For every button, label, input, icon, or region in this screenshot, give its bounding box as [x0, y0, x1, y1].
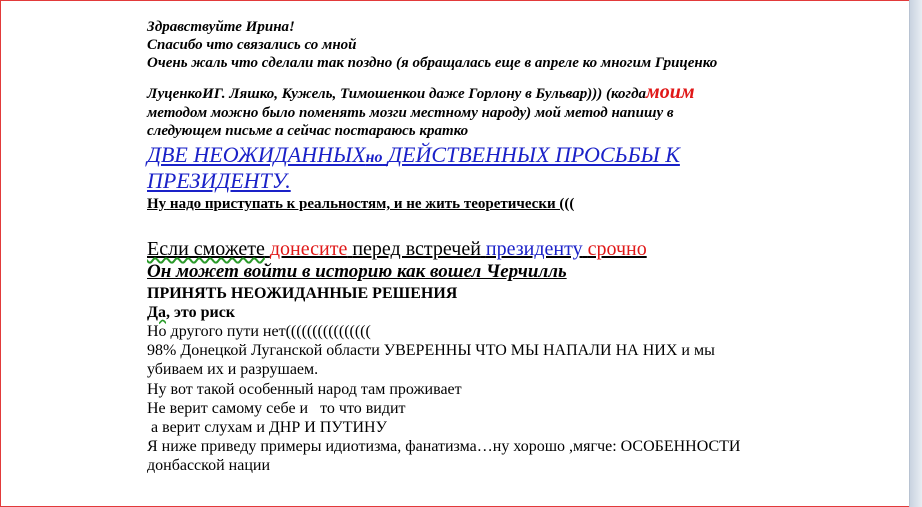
urgent-line — [147, 237, 847, 261]
urgent-part-4: президенту — [485, 237, 583, 260]
greeting: Здравствуйте Ирина! — [147, 19, 295, 35]
examples-line-2: донбасской нации — [147, 457, 271, 475]
window-edge — [909, 0, 922, 507]
reality-word: Ну — [147, 195, 167, 212]
believe-line-2: а верит слухам и ДНР И ПУТИНУ — [147, 418, 387, 436]
method-line-1: методом можно было поменять мозги местному народу) мой метод напишу в — [147, 105, 674, 121]
heading-part-3: ДЕЙСТВЕННЫХ ПРОСЬБЫ К — [388, 142, 680, 167]
risk-text: , это риск — [166, 303, 236, 321]
examples-line-1: Я ниже приведу примеры идиотизма, фанатизма…ну хорошо ,мягче: ОСОБЕННОСТИ — [147, 438, 741, 456]
names-text: ЛуценкоИГ. Ляшко, Кужель, Тимошенкои даже Горлону в Бульвар))) (когда — [147, 86, 647, 102]
decisions-line: ПРИНЯТЬ НЕОЖИДАННЫЕ РЕШЕНИЯ — [147, 284, 458, 302]
urgent-part-5: срочно — [587, 237, 647, 260]
regret-line: Очень жаль что сделали так поздно (я обращалась еще в апреле ко многим Гриценко — [147, 55, 718, 71]
thanks-line: Спасибо что связались со мной — [147, 37, 357, 53]
donetsk-line-2: убиваем их и разрушаем. — [147, 361, 319, 379]
names-emphasis: моим — [646, 81, 695, 103]
urgent-part-2: донесите — [269, 237, 348, 260]
reality-text: надо приступать к реальностям, и не жить теоретически ((( — [169, 195, 575, 212]
heading-part-2: но — [365, 149, 383, 166]
document-body — [147, 12, 847, 475]
risk-line — [147, 303, 847, 322]
people-line: Ну вот такой особенный народ там проживает — [147, 380, 462, 398]
method-line-2: следующем письме а сейчас постараюсь кратко — [147, 123, 469, 139]
urgent-part-1: Если сможете — [147, 237, 265, 260]
donetsk-line-1: 98% Донецкой Луганской области УВЕРЕННЫ ЧТО МЫ НАПАЛИ НА НИХ и мы — [147, 342, 715, 360]
names-line — [147, 80, 847, 104]
no-other-line: Но другого пути нет(((((((((((((((( — [147, 322, 371, 340]
churchill-line: Он может войти в историю как вошел Черчилль — [147, 260, 567, 282]
risk-word: Да — [147, 303, 167, 321]
reality-line — [147, 195, 847, 213]
heading-line-1 — [147, 142, 847, 168]
heading-part-1: ДВЕ НЕОЖИДАННЫХ — [147, 142, 366, 167]
urgent-part-3: перед встречей — [352, 237, 481, 260]
heading-line-2: ПРЕЗИДЕНТУ. — [147, 168, 291, 194]
believe-line-1: Не верит самому себе и то что видит — [147, 399, 406, 417]
